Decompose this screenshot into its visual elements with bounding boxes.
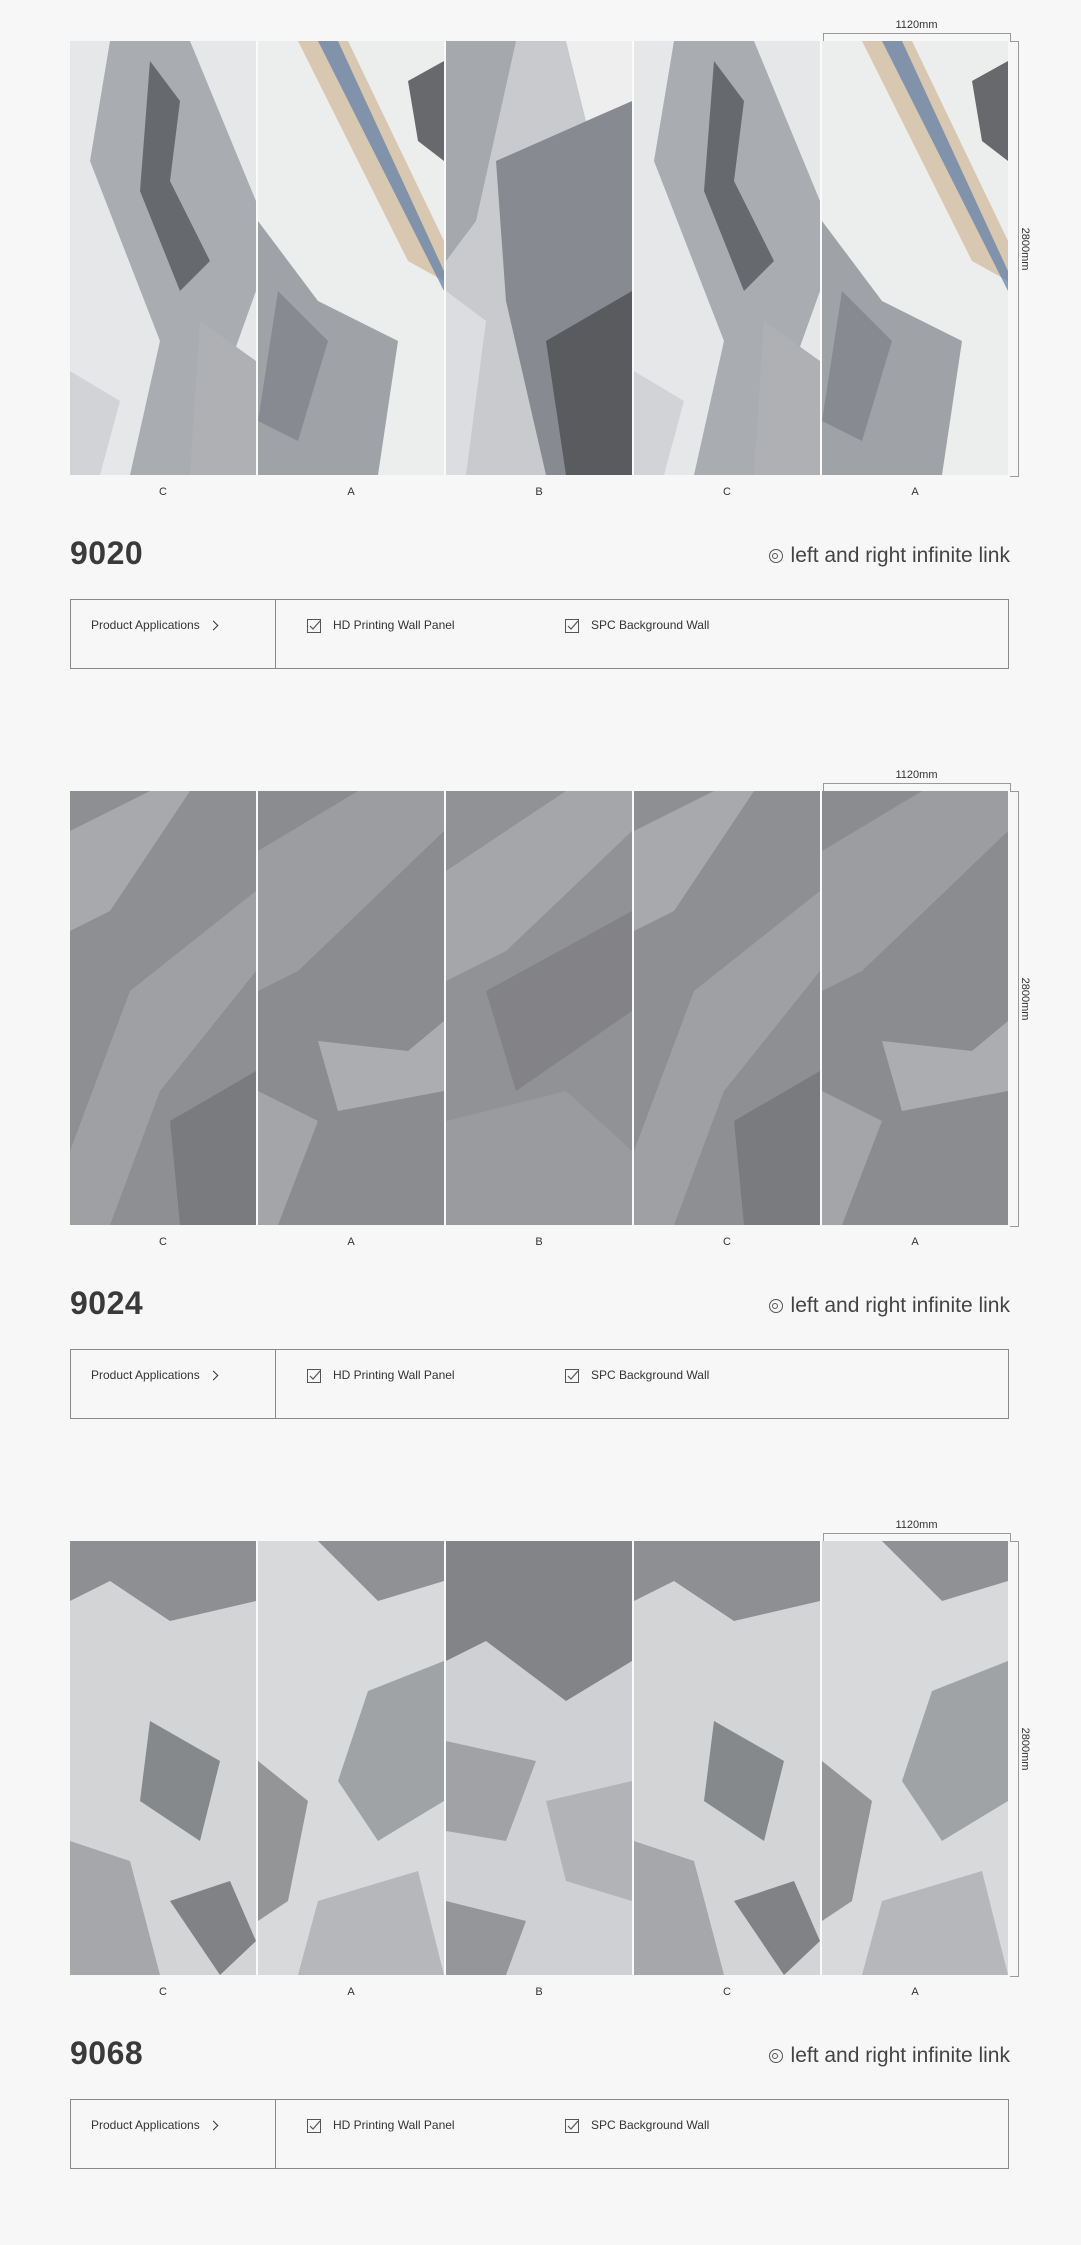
panel-a [258, 41, 444, 475]
panel-label: B [535, 1986, 543, 1998]
application-label: HD Printing Wall Panel [333, 2118, 455, 2132]
height-dimension-label: 2800mm [1019, 977, 1031, 1021]
application-item [565, 2118, 709, 2133]
chevron-right-icon [208, 1371, 218, 1381]
width-dimension-label: 1120mm [895, 1519, 938, 1531]
infinite-link-note [769, 2044, 1010, 2068]
panel-label: A [347, 486, 355, 498]
panel-label: A [347, 1986, 355, 1998]
panel-label: B [535, 1236, 543, 1248]
product-applications-table [70, 1349, 1009, 1419]
infinite-link-note [769, 1294, 1010, 1318]
panel-c [70, 41, 256, 475]
application-item [307, 2118, 455, 2133]
product-applications-header[interactable] [71, 600, 276, 668]
application-item [307, 1368, 455, 1383]
application-item [307, 618, 455, 633]
application-item [565, 618, 709, 633]
panel-b [446, 1541, 632, 1975]
height-dimension-line [1010, 791, 1019, 1227]
panel-label: A [911, 1236, 919, 1248]
panel-c [70, 791, 256, 1225]
infinite-link-note [769, 544, 1010, 568]
product-applications-label: Product Applications [91, 2118, 200, 2132]
checked-box-icon [565, 1369, 579, 1383]
width-dimension-label: 1120mm [895, 769, 938, 781]
product-9024 [0, 768, 1081, 1468]
checked-box-icon [307, 2119, 321, 2133]
application-label: HD Printing Wall Panel [333, 618, 455, 632]
panel-preview-9024 [70, 791, 1010, 1225]
panel-label: B [535, 486, 543, 498]
application-label: SPC Background Wall [591, 2118, 710, 2132]
product-applications-label: Product Applications [91, 1368, 200, 1382]
product-9068 [0, 1518, 1081, 2218]
chevron-right-icon [208, 2121, 218, 2131]
panel-preview-9020 [70, 41, 1010, 475]
checked-box-icon [565, 619, 579, 633]
concentric-circle-icon [769, 549, 783, 563]
checked-box-icon [307, 1369, 321, 1383]
panel-label: C [723, 1236, 731, 1248]
panel-a [822, 791, 1008, 1225]
panel-a [822, 1541, 1008, 1975]
panel-a [258, 791, 444, 1225]
height-dimension-line [1010, 1541, 1019, 1977]
panel-b [446, 791, 632, 1225]
infinite-link-text: left and right infinite link [790, 2044, 1010, 2067]
checked-box-icon [565, 2119, 579, 2133]
panel-label: A [911, 486, 919, 498]
panel-preview-9068 [70, 1541, 1010, 1975]
applications-list [276, 1350, 1008, 1418]
panel-a [258, 1541, 444, 1975]
product-code: 9020 [70, 535, 144, 571]
product-applications-table [70, 2099, 1009, 2169]
chevron-right-icon [208, 621, 218, 631]
panel-c [70, 1541, 256, 1975]
panel-label: A [911, 1986, 919, 1998]
panel-c [634, 791, 820, 1225]
checked-box-icon [307, 619, 321, 633]
application-item [565, 1368, 709, 1383]
product-applications-label: Product Applications [91, 618, 200, 632]
panel-label: C [159, 1986, 167, 1998]
product-9020 [0, 18, 1081, 718]
height-dimension-label: 2800mm [1019, 227, 1031, 271]
product-applications-table [70, 599, 1009, 669]
panel-label: A [347, 1236, 355, 1248]
panel-label: C [159, 486, 167, 498]
height-dimension-label: 2800mm [1019, 1727, 1031, 1771]
product-applications-header[interactable] [71, 2100, 276, 2168]
width-dimension-label: 1120mm [895, 19, 938, 31]
applications-list [276, 2100, 1008, 2168]
panel-label: C [723, 1986, 731, 1998]
panel-label: C [723, 486, 731, 498]
application-label: SPC Background Wall [591, 1368, 710, 1382]
product-applications-header[interactable] [71, 1350, 276, 1418]
application-label: SPC Background Wall [591, 618, 710, 632]
panel-b [446, 41, 632, 475]
product-code: 9024 [70, 1285, 144, 1321]
concentric-circle-icon [769, 2049, 783, 2063]
panel-a [822, 41, 1008, 475]
concentric-circle-icon [769, 1299, 783, 1313]
application-label: HD Printing Wall Panel [333, 1368, 455, 1382]
height-dimension-line [1010, 41, 1019, 477]
panel-c [634, 41, 820, 475]
panel-c [634, 1541, 820, 1975]
product-code: 9068 [70, 2035, 144, 2071]
infinite-link-text: left and right infinite link [790, 1294, 1010, 1317]
applications-list [276, 600, 1008, 668]
panel-label: C [159, 1236, 167, 1248]
infinite-link-text: left and right infinite link [790, 544, 1010, 567]
